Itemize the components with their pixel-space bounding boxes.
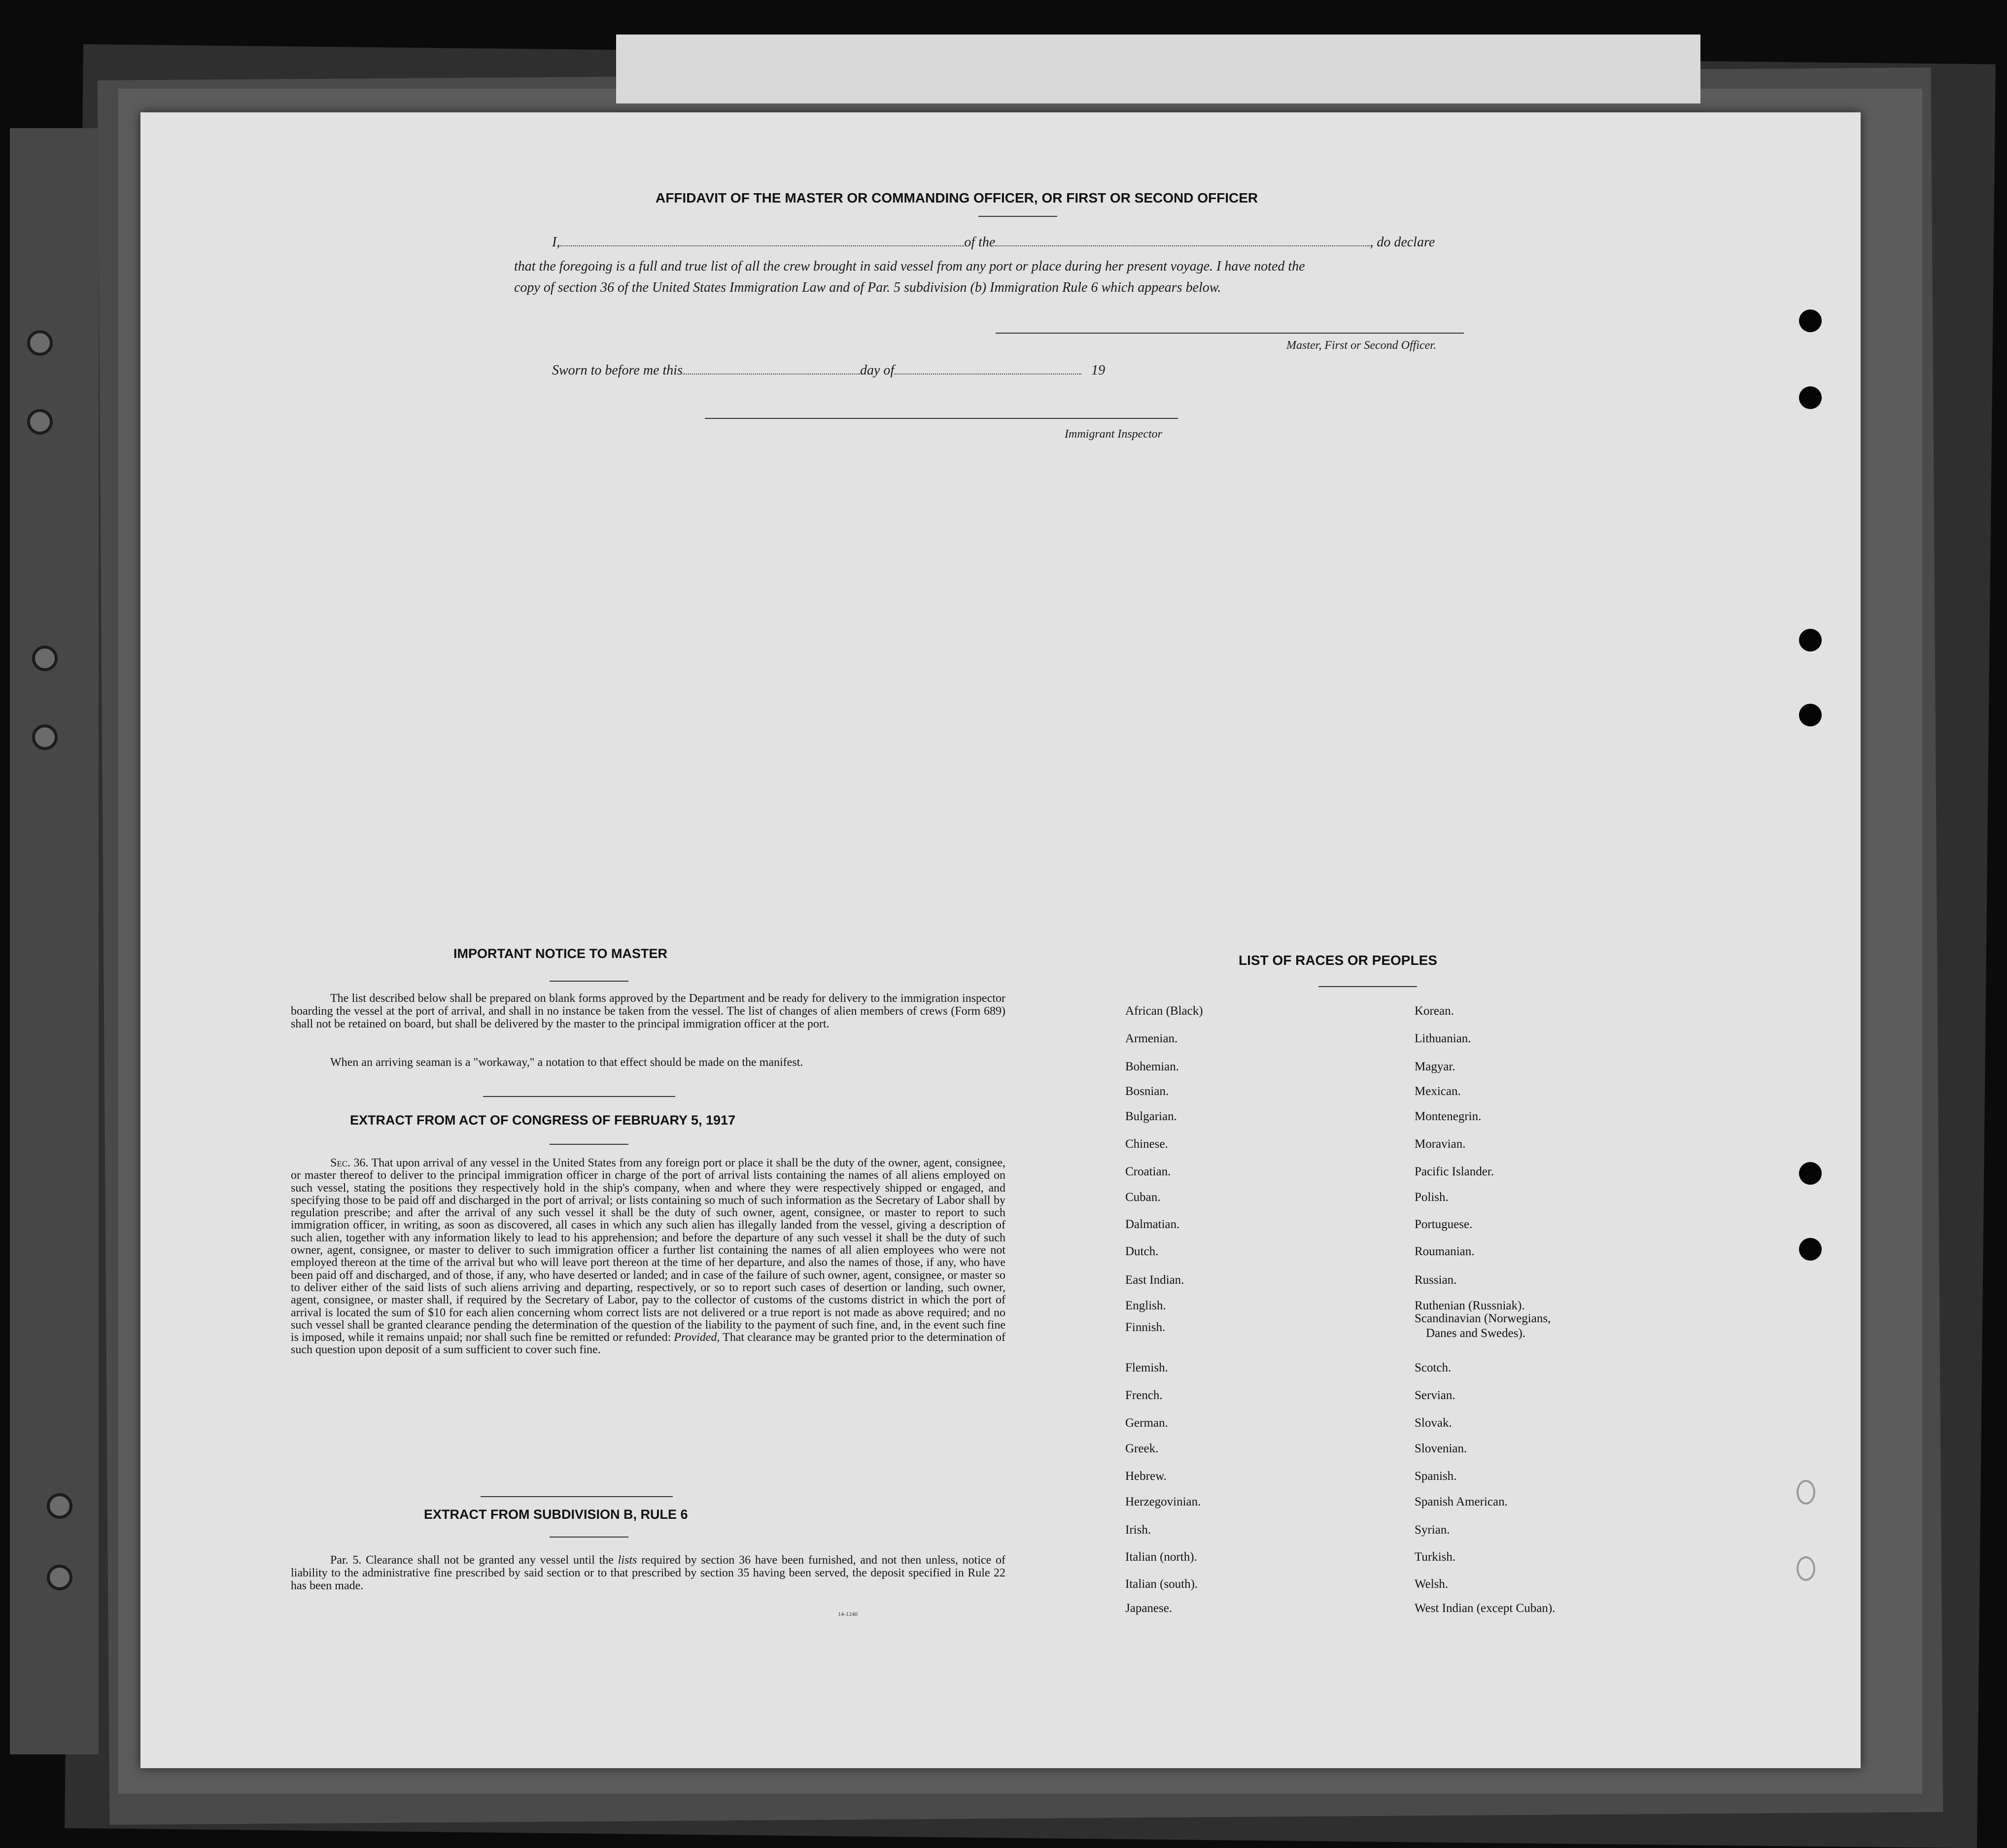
binder-ring-icon (27, 409, 53, 435)
race-item: Montenegrin. (1415, 1110, 1482, 1123)
notice-title: IMPORTANT NOTICE TO MASTER (453, 946, 667, 961)
top-sheet-edge (616, 34, 1700, 103)
binder-ring-icon (32, 646, 58, 671)
race-item: Hebrew. (1125, 1470, 1167, 1483)
race-item: African (Black) (1125, 1004, 1203, 1018)
punch-hole-outline-icon (1797, 1480, 1815, 1505)
affidavit-line2: that the foregoing is a full and true list of all the crew brought in said vessel from any port or place during her present voyage. I have noted the (514, 259, 1305, 274)
inspector-label: Immigrant Inspector (1065, 428, 1162, 441)
divider (550, 1144, 628, 1145)
divider (978, 216, 1057, 217)
punch-hole-icon (1799, 1238, 1822, 1261)
binder-ring-icon (47, 1493, 72, 1519)
punch-hole-icon (1799, 704, 1822, 726)
sworn-day-blank[interactable] (683, 374, 860, 375)
race-item: Russian. (1415, 1273, 1457, 1287)
race-item: Armenian. (1125, 1032, 1178, 1045)
race-item: Finnish. (1125, 1321, 1166, 1334)
race-item: Croatian. (1125, 1165, 1171, 1178)
race-item: Cuban. (1125, 1191, 1161, 1204)
name-blank[interactable] (560, 245, 964, 246)
rule-text-a: Par. 5. Clearance shall not be granted any vessel until the (330, 1554, 614, 1567)
race-item: Syrian. (1415, 1523, 1450, 1537)
section-label: Sec. 36. (330, 1157, 369, 1169)
binder-ring-icon (27, 330, 53, 356)
form-page (140, 112, 1861, 1768)
race-item: Irish. (1125, 1523, 1151, 1537)
race-item: Scotch. (1415, 1361, 1452, 1374)
notice-para1: The list described below shall be prepared on blank forms approved by the Department and be ready for delivery to the immigration inspector boarding the vessel at the port of arrival, and shall in no instance be taken from the vessel. The list of changes of alien members of crews (Form 689) shall not be retained on board, but shall be delivered by the master to the principal immigration officer at the port. (291, 992, 1005, 1030)
affidavit-line3: copy of section 36 of the United States Immigration Law and of Par. 5 subdivision (b) Immigration Rule 6 which appears below. (514, 280, 1221, 295)
race-item: Japanese. (1125, 1602, 1173, 1615)
scandinavian-continuation: Danes and Swedes). (1426, 1327, 1526, 1340)
race-item: Italian (south). (1125, 1577, 1198, 1591)
race-item: German. (1125, 1416, 1168, 1430)
form-number: 14-1240 (838, 1610, 858, 1617)
provided-label: Provided, (674, 1331, 720, 1344)
race-item: Spanish. (1415, 1470, 1457, 1483)
race-item: Flemish. (1125, 1361, 1168, 1374)
race-item: Bosnian. (1125, 1085, 1169, 1098)
race-item: Herzegovinian. (1125, 1495, 1201, 1508)
race-item: Magyar. (1415, 1060, 1455, 1073)
races-title: LIST OF RACES OR PEOPLES (1239, 953, 1437, 968)
race-item: Slovenian. (1415, 1442, 1467, 1455)
affidavit-i-label: I, (552, 235, 560, 250)
race-item: Pacific Islander. (1415, 1165, 1494, 1178)
rule-lists-label: lists (618, 1554, 637, 1567)
vessel-blank[interactable] (995, 245, 1370, 246)
punch-hole-icon (1799, 1162, 1822, 1185)
race-item: Italian (north). (1125, 1550, 1197, 1564)
race-item: French. (1125, 1389, 1163, 1402)
affidavit-declare-label: , do declare (1370, 235, 1435, 250)
race-item: Roumanian. (1415, 1245, 1475, 1258)
divider (1318, 986, 1417, 987)
race-item: Lithuanian. (1415, 1032, 1471, 1045)
divider (550, 1537, 628, 1538)
binder-ring-icon (32, 724, 58, 750)
punch-hole-icon (1799, 309, 1822, 332)
race-item: Moravian. (1415, 1137, 1466, 1151)
race-item: Greek. (1125, 1442, 1159, 1455)
affidavit-line1 (552, 235, 1435, 250)
sworn-month-blank[interactable] (894, 374, 1081, 375)
binder-ring-icon (47, 1565, 72, 1590)
race-item: Chinese. (1125, 1137, 1168, 1151)
race-item: Spanish American. (1415, 1495, 1508, 1508)
race-item: Welsh. (1415, 1577, 1449, 1591)
extract-rule-title: EXTRACT FROM SUBDIVISION B, RULE 6 (424, 1507, 688, 1522)
divider (483, 1096, 675, 1097)
race-item: Slovak. (1415, 1416, 1452, 1430)
extract-rule-body (291, 1554, 1005, 1592)
race-item: Servian. (1415, 1389, 1455, 1402)
race-item: Turkish. (1415, 1550, 1456, 1564)
divider (481, 1496, 673, 1497)
race-item: Ruthenian (Russniak). (1415, 1299, 1525, 1312)
extract-act-title: EXTRACT FROM ACT OF CONGRESS OF FEBRUARY 5, 1917 (350, 1113, 736, 1128)
section-tail: That clearance may be granted prior to the determination of such question upon deposit of a sum sufficient to cover such fine. (291, 1331, 1005, 1357)
inspector-signature-line[interactable] (705, 418, 1178, 419)
race-item: West Indian (except Cuban). (1415, 1602, 1556, 1615)
race-item: Portuguese. (1415, 1218, 1473, 1231)
race-item: Korean. (1415, 1004, 1454, 1018)
signature-line[interactable] (996, 333, 1464, 334)
extract-act-body (291, 1157, 1005, 1357)
race-item: Scandinavian (Norwegians, (1415, 1312, 1551, 1325)
race-item: East Indian. (1125, 1273, 1184, 1287)
signature-label: Master, First or Second Officer. (1286, 339, 1436, 352)
sworn-day-of: day of (860, 363, 895, 378)
sworn-line (552, 363, 1105, 378)
race-item: Dalmatian. (1125, 1218, 1180, 1231)
race-item: Polish. (1415, 1191, 1449, 1204)
sworn-year: 19 (1091, 363, 1106, 378)
divider (550, 981, 628, 982)
race-item: Bulgarian. (1125, 1110, 1177, 1123)
race-item: English. (1125, 1299, 1166, 1312)
rule-text-b: required by section 36 have been furnished, and not then unless, notice of liability to the administrative fine prescribed by said section or to that prescribed by section 35 having been served, the deposit specified in Rule 22 has been made. (291, 1554, 1006, 1592)
punch-hole-icon (1799, 386, 1822, 409)
sworn-prefix: Sworn to before me this (552, 363, 683, 378)
affidavit-title: AFFIDAVIT OF THE MASTER OR COMMANDING OFFICER, OR FIRST OR SECOND OFFICER (656, 190, 1258, 205)
punch-hole-icon (1799, 629, 1822, 651)
race-item: Dutch. (1125, 1245, 1159, 1258)
affidavit-of-the-label: of the (964, 235, 996, 250)
punch-hole-outline-icon (1797, 1556, 1815, 1581)
race-item: Bohemian. (1125, 1060, 1179, 1073)
race-item: Mexican. (1415, 1085, 1461, 1098)
notice-para2: When an arriving seaman is a "workaway," a notation to that effect should be made on the manifest. (330, 1056, 803, 1069)
section-text: That upon arrival of any vessel in the United States from any foreign port or place it shall be the duty of the owner, agent, consignee, or master thereof to deliver to the principal immigration officer in charge of the port of arrival lists containing the names of all aliens employed on such vessel, stating the positions they respectively hold in the ship's company, when and where they were respectively shipped or engaged, and specifying those to be paid off and discharged in the port of arrival; or lists containing so much of such information as the Secretary of Labor shall by regulation prescribe; and after the arrival of any such vessel it shall be the duty of such owner, agent, consignee, or master to report to such immigration officer, in writing, as soon as discovered, all cases in which any such alien has illegally landed from the vessel, giving a description of such alien, together with any information likely to lead to his apprehension; and before the departure of any such vessel it shall be the duty of such owner, agent, consignee, or master to deliver to such immigration officer a further list containing the names of all alien employees who were not employed thereon at the time of the arrival but who will leave port thereon at the time of her departure, and also the names of those, if any, who have been paid off and discharged, and of those, if any, who have deserted or landed; and in case of the failure of such owner, agent, consignee, or master so to deliver either of the said lists of such aliens arriving and departing, respectively, or so to report such cases of desertion or landing, such owner, agent, consignee, or master shall, if required by the Secretary of Labor, pay to the collector of customs of the customs district in which the port of arrival is located the sum of $10 for each alien concerning whom correct lists are not delivered or a true report is not made as above required; and no such vessel shall be granted clearance pending the determination of the question of the liability to the payment of such fine, and, in the event such fine is imposed, while it remains unpaid; nor shall such fine be remitted or refunded: (291, 1157, 1005, 1344)
